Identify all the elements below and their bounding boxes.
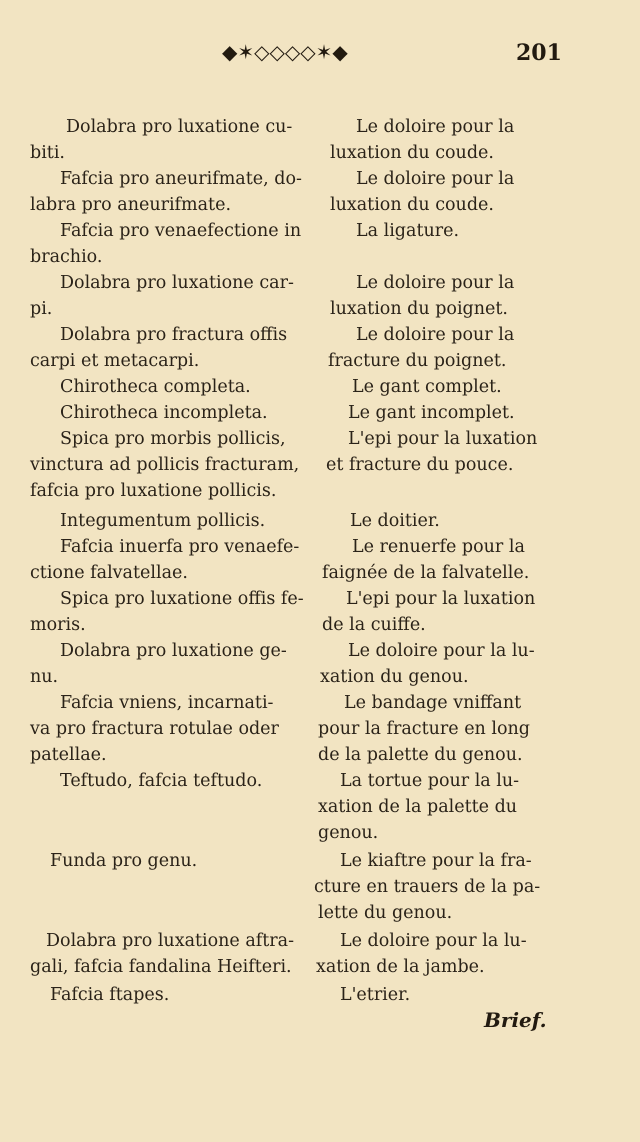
latin-line: Teftudo, fafcia teftudo.	[60, 771, 263, 791]
french-line: de la cuiffe.	[322, 615, 426, 635]
french-line: genou.	[318, 823, 379, 843]
latin-line: patellae.	[30, 745, 107, 765]
french-line: pour la fracture en long	[318, 719, 530, 739]
latin-line: ctione falvatellae.	[30, 563, 188, 583]
french-line: xation de la jambe.	[316, 957, 485, 977]
latin-line: Spica pro luxatione offis fe-	[60, 589, 304, 609]
latin-line: nu.	[30, 667, 59, 687]
french-line: Le renuerfe pour la	[352, 537, 525, 557]
latin-line: carpi et metacarpi.	[30, 351, 200, 371]
page-number: 201	[516, 40, 562, 66]
latin-line: moris.	[30, 615, 86, 635]
latin-line: Funda pro genu.	[50, 851, 198, 871]
french-line: Le gant complet.	[352, 377, 502, 397]
french-line: Le doloire pour la	[356, 169, 515, 189]
latin-line: Fafcia inuerfa pro venaefe-	[60, 537, 300, 557]
french-line: xation du genou.	[320, 667, 469, 687]
french-line: Le gant incomplet.	[348, 403, 515, 423]
french-line: Le doloire pour la lu-	[348, 641, 535, 661]
french-line: Le doloire pour la	[356, 273, 515, 293]
french-line: Le doitier.	[350, 511, 440, 531]
latin-line: Dolabra pro luxatione ge-	[60, 641, 287, 661]
latin-line: fafcia pro luxatione pollicis.	[30, 481, 277, 501]
header-ornament: ◆✶◇◇◇◇✶◆	[222, 40, 348, 64]
latin-line: Integumentum pollicis.	[60, 511, 266, 531]
french-line: luxation du coude.	[330, 143, 494, 163]
latin-line: Chirotheca completa.	[60, 377, 251, 397]
french-line: La ligature.	[356, 221, 460, 241]
latin-line: Dolabra pro luxatione aftra-	[46, 931, 295, 951]
latin-line: va pro fractura rotulae oder	[30, 719, 279, 739]
french-line: de la palette du genou.	[318, 745, 523, 765]
latin-line: Dolabra pro luxatione cu-	[66, 117, 293, 137]
latin-line: vinctura ad pollicis fracturam,	[30, 455, 300, 475]
french-line: faignée de la falvatelle.	[322, 563, 530, 583]
french-line: L'epi pour la luxation	[348, 429, 538, 449]
french-line: L'etrier.	[340, 985, 411, 1005]
french-line: Le doloire pour la	[356, 325, 515, 345]
latin-line: Spica pro morbis pollicis,	[60, 429, 286, 449]
french-line: cture en trauers de la pa-	[314, 877, 541, 897]
latin-line: Fafcia pro aneurifmate, do-	[60, 169, 302, 189]
french-line: Le doloire pour la	[356, 117, 515, 137]
page-header	[0, 34, 640, 74]
latin-line: Dolabra pro luxatione car-	[60, 273, 294, 293]
latin-line: biti.	[30, 143, 65, 163]
latin-line: Fafcia pro venaefectione in	[60, 221, 302, 241]
french-line: et fracture du pouce.	[326, 455, 514, 475]
latin-line: Fafcia vniens, incarnati-	[60, 693, 274, 713]
latin-line: Fafcia ftapes.	[50, 985, 170, 1005]
latin-line: gali, fafcia fandalina Heifteri.	[30, 957, 292, 977]
latin-line: pi.	[30, 299, 53, 319]
french-line: lette du genou.	[318, 903, 453, 923]
french-line: Le doloire pour la lu-	[340, 931, 527, 951]
french-line: xation de la palette du	[318, 797, 518, 817]
latin-line: labra pro aneurifmate.	[30, 195, 232, 215]
french-line: La tortue pour la lu-	[340, 771, 520, 791]
latin-line: Dolabra pro fractura offis	[60, 325, 288, 345]
catchword: Brief.	[484, 1008, 547, 1032]
french-line: Le bandage vniffant	[344, 693, 522, 713]
french-line: luxation du poignet.	[330, 299, 508, 319]
french-line: L'epi pour la luxation	[346, 589, 536, 609]
french-line: Le kiaftre pour la fra-	[340, 851, 532, 871]
latin-line: brachio.	[30, 247, 103, 267]
latin-line: Chirotheca incompleta.	[60, 403, 268, 423]
french-line: fracture du poignet.	[328, 351, 507, 371]
french-line: luxation du coude.	[330, 195, 494, 215]
